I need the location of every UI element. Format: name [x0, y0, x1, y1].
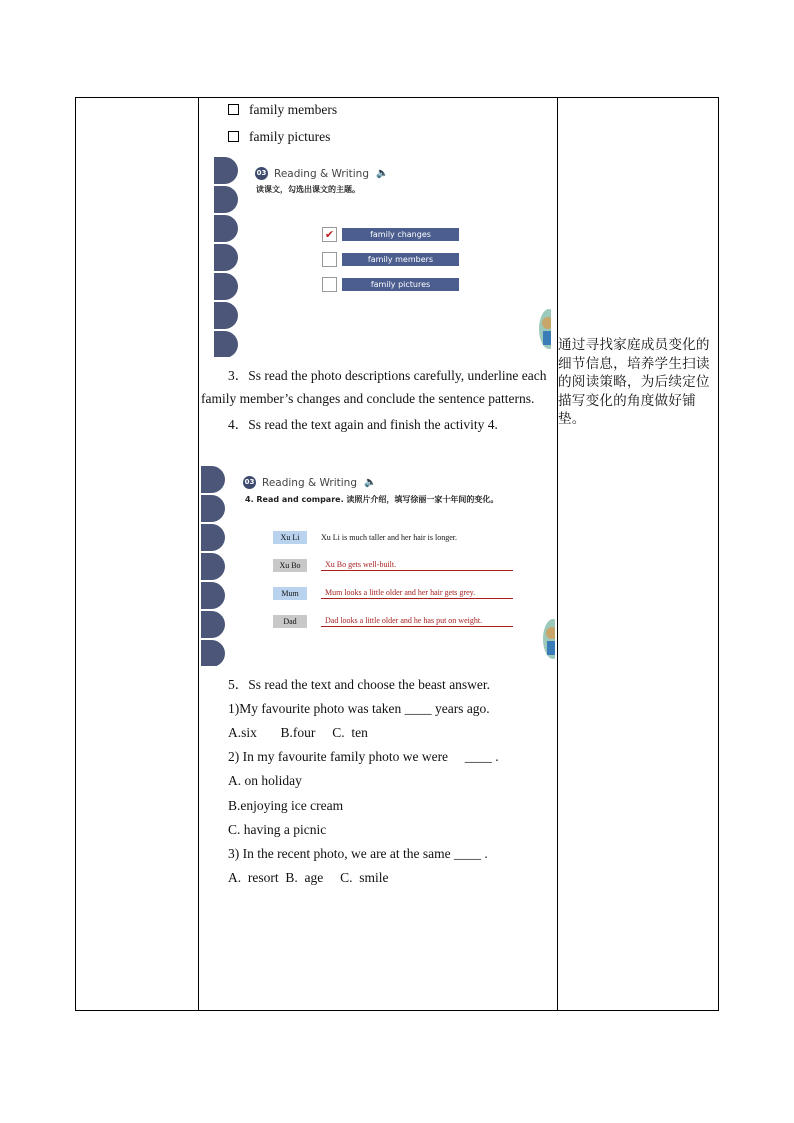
step-3-line-2: family member’s changes and conclude the sentence patterns.	[201, 391, 535, 406]
empty-checkbox-icon	[322, 277, 337, 292]
compare-row	[273, 587, 513, 600]
checkbox-icon	[228, 104, 239, 115]
slide-option-2: family members	[322, 252, 459, 267]
slide-instruction: 读课文，勾选出课文的主题。	[256, 185, 360, 194]
step-3-line-1: 3．Ss read the photo descriptions carefully, underline each	[228, 368, 547, 383]
slide-instruction: 4. Read and compare. 读照片介绍，填写徐丽一家十年间的变化。	[245, 495, 499, 504]
procedure-cell	[199, 98, 557, 1010]
character-illustration	[539, 617, 555, 661]
speaker-icon: 🔈	[363, 477, 377, 488]
slide-header	[243, 476, 376, 489]
question-3: 3) In the recent photo, we are at the same ____ .	[228, 846, 488, 861]
question-2-option-b: B.enjoying ice cream	[228, 798, 344, 813]
slide-header	[255, 167, 388, 180]
slide-option-3: family pictures	[322, 277, 459, 292]
design-intent-note: 通过寻找家庭成员变化的 细节信息，培养学生扫读 的阅读策略，为后续定位 描写变化的角度做好铺垫。	[558, 337, 710, 427]
name-tag: Mum	[273, 587, 307, 600]
section-title: Reading & Writing	[262, 476, 357, 489]
empty-checkbox-icon	[322, 252, 337, 267]
compare-row	[273, 615, 513, 628]
scallop-border	[201, 466, 227, 666]
section-number: 03	[255, 167, 268, 180]
speaker-icon: 🔈	[375, 168, 389, 179]
name-tag: Xu Li	[273, 531, 307, 544]
question-3-options: A. resort B. age C. smile	[228, 870, 389, 885]
question-2-option-c: C. having a picnic	[228, 822, 327, 837]
name-tag: Dad	[273, 615, 307, 628]
section-title: Reading & Writing	[274, 167, 369, 180]
lesson-table	[75, 97, 719, 1011]
option-family-pictures: family pictures	[228, 128, 330, 146]
slide-reading-writing-2	[201, 466, 555, 666]
scallop-border	[214, 157, 240, 357]
compare-row	[273, 559, 513, 572]
name-tag: Xu Bo	[273, 559, 307, 572]
check-icon: ✔	[322, 227, 337, 242]
step-5: 5．Ss read the text and choose the beast answer.	[228, 677, 491, 692]
section-number: 03	[243, 476, 256, 489]
row-text: Xu Li is much taller and her hair is longer.	[321, 533, 457, 542]
step-4: 4．Ss read the text again and finish the activity 4.	[228, 417, 498, 432]
column-divider	[557, 98, 558, 1010]
answer-text: Mum looks a little older and her hair gets grey.	[321, 588, 513, 599]
answer-text: Xu Bo gets well-built.	[321, 560, 513, 571]
character-illustration	[535, 307, 551, 351]
question-1: 1)My favourite photo was taken ____ years ago.	[228, 701, 490, 716]
slide-option-1: ✔ family changes	[322, 227, 459, 242]
option-family-members: family members	[228, 101, 337, 119]
answer-text: Dad looks a little older and he has put on weight.	[321, 616, 513, 627]
question-1-options: A.six B.four C. ten	[228, 725, 368, 740]
question-2: 2) In my favourite family photo we were ____ .	[228, 749, 499, 764]
slide-reading-writing-1	[214, 157, 551, 357]
compare-row	[273, 531, 457, 544]
checkbox-icon	[228, 131, 239, 142]
question-2-option-a: A. on holiday	[228, 773, 302, 788]
